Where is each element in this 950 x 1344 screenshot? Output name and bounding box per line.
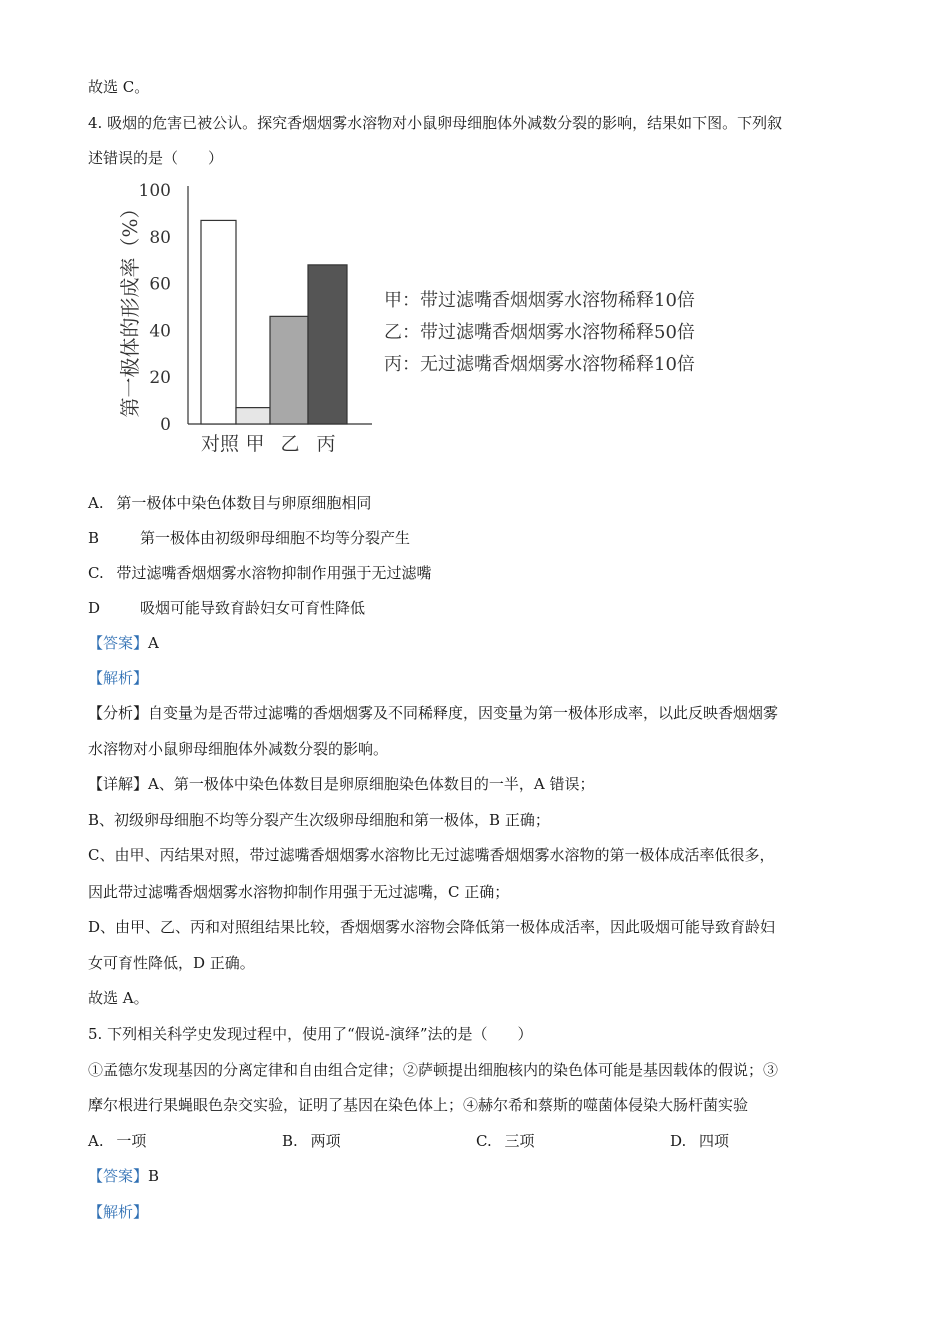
q4-conclusion: 故选 A。 xyxy=(88,989,149,1007)
q5-desc-line1: ①孟德尔发现基因的分离定律和自由组合定律；②萨顿提出细胞核内的染色体可能是基因载体的假说；③ xyxy=(88,1061,779,1079)
y-tick-label: 20 xyxy=(149,368,171,389)
q4-xiangjie-c2: 因此带过滤嘴香烟烟雾水溶物抑制作用强于无过滤嘴，C 正确； xyxy=(88,883,510,901)
q5-analysis-tag: 【解析】 xyxy=(88,1203,149,1221)
bar-1 xyxy=(236,408,270,424)
answer-tag: 【答案】 xyxy=(88,634,149,652)
xiangjie-tag: 【详解】 xyxy=(88,775,149,793)
y-tick-label: 40 xyxy=(149,321,171,342)
q4-option-d xyxy=(88,598,100,618)
q5-option-a-text: 一项 xyxy=(116,1132,147,1150)
xiangjie-a-text: A、第一极体中染色体数目是卵原细胞染色体数目的一半，A 错误； xyxy=(148,775,595,793)
y-tick-label: 0 xyxy=(160,415,171,435)
q4-option-a xyxy=(88,493,371,513)
q4-option-c-letter: C. xyxy=(88,564,104,582)
q4-option-c xyxy=(88,563,432,583)
q5-option-d xyxy=(670,1131,729,1151)
q5-option-c-text: 三项 xyxy=(504,1132,535,1150)
x-category-label: 对照 xyxy=(200,433,240,455)
q4-option-b xyxy=(88,528,99,548)
q5-option-b-text: 两项 xyxy=(310,1132,341,1150)
x-category-label: 乙 xyxy=(280,433,300,455)
q5-option-c-letter: C. xyxy=(476,1132,492,1150)
fenxi-text: 自变量为是否带过滤嘴的香烟烟雾及不同稀释度，因变量为第一极体形成率，以此反映香烟烟雾 xyxy=(148,704,779,722)
q4-option-d-letter: D xyxy=(88,599,101,617)
bar-chart xyxy=(100,178,780,463)
q4-xiangjie-c1: C、由甲、丙结果对照，带过滤嘴香烟烟雾水溶物比无过滤嘴香烟烟雾水溶物的第一极体成活率低很多， xyxy=(88,846,775,864)
y-tick-label: 80 xyxy=(149,227,171,248)
q5-option-a xyxy=(88,1131,146,1151)
q5-option-d-letter: D. xyxy=(670,1132,687,1150)
bar-3 xyxy=(308,265,347,424)
fenxi-tag: 【分析】 xyxy=(88,704,149,722)
q4-fenxi-line1 xyxy=(88,703,778,723)
q5-option-b-letter: B. xyxy=(282,1132,298,1150)
q4-option-b-text: 第一极体由初级卵母细胞不均等分裂产生 xyxy=(140,529,411,547)
q4-xiangjie-d2: 女可育性降低，D 正确。 xyxy=(88,954,255,972)
q4-option-b-letter: B xyxy=(88,529,100,547)
q4-option-c-text: 带过滤嘴香烟烟雾水溶物抑制作用强于无过滤嘴 xyxy=(116,564,432,582)
q4-stem-line2: 述错误的是（ ） xyxy=(88,149,224,167)
legend-item-jia: 甲：带过滤嘴香烟烟雾水溶物稀释10倍 xyxy=(384,290,695,311)
q5-option-c xyxy=(476,1131,535,1151)
q5-answer-tag: 【答案】 xyxy=(88,1167,149,1185)
answer-value: A xyxy=(148,634,159,652)
q5-stem: 5. 下列相关科学史发现过程中，使用了“假说-演绎”法的是（ ） xyxy=(88,1025,533,1043)
q5-answer xyxy=(88,1166,159,1186)
bar-0 xyxy=(201,220,236,424)
q4-analysis-tag: 【解析】 xyxy=(88,669,149,687)
y-tick-label: 100 xyxy=(138,181,171,201)
q4-fenxi-line2: 水溶物对小鼠卵母细胞体外减数分裂的影响。 xyxy=(88,740,389,758)
x-category-label: 甲 xyxy=(245,433,265,455)
q5-answer-value: B xyxy=(148,1167,160,1185)
x-category-label: 丙 xyxy=(316,433,336,455)
legend-item-bing: 丙：无过滤嘴香烟烟雾水溶物稀释10倍 xyxy=(384,354,695,375)
q4-stem-line1: 4. 吸烟的危害已被公认。探究香烟烟雾水溶物对小鼠卵母细胞体外减数分裂的影响，结果如下图。下列叙 xyxy=(88,114,783,132)
prev-conclusion: 故选 C。 xyxy=(88,78,150,96)
q4-option-a-text: 第一极体中染色体数目与卵原细胞相同 xyxy=(116,494,372,512)
legend-item-yi: 乙：带过滤嘴香烟烟雾水溶物稀释50倍 xyxy=(384,322,695,343)
q4-xiangjie-b: B、初级卵母细胞不均等分裂产生次级卵母细胞和第一极体，B 正确； xyxy=(88,811,550,829)
bar-2 xyxy=(270,316,308,424)
q5-desc-line2: 摩尔根进行果蝇眼色杂交实验，证明了基因在染色体上；④赫尔希和蔡斯的噬菌体侵染大肠杆菌实验 xyxy=(88,1096,749,1114)
q5-option-b xyxy=(282,1131,341,1151)
q4-option-d-text: 吸烟可能导致育龄妇女可育性降低 xyxy=(140,599,366,617)
q4-xiangjie-a xyxy=(88,774,594,794)
q5-option-a-letter: A. xyxy=(88,1132,104,1150)
q4-answer xyxy=(88,633,159,653)
q4-option-a-letter: A. xyxy=(88,494,104,512)
y-tick-label: 60 xyxy=(149,274,171,295)
chart-ylabel: 第一极体的形成率（%） xyxy=(118,198,142,418)
q5-option-d-text: 四项 xyxy=(699,1132,730,1150)
q4-xiangjie-d1: D、由甲、乙、丙和对照组结果比较，香烟烟雾水溶物会降低第一极体成活率，因此吸烟可能导致育龄妇 xyxy=(88,918,776,936)
